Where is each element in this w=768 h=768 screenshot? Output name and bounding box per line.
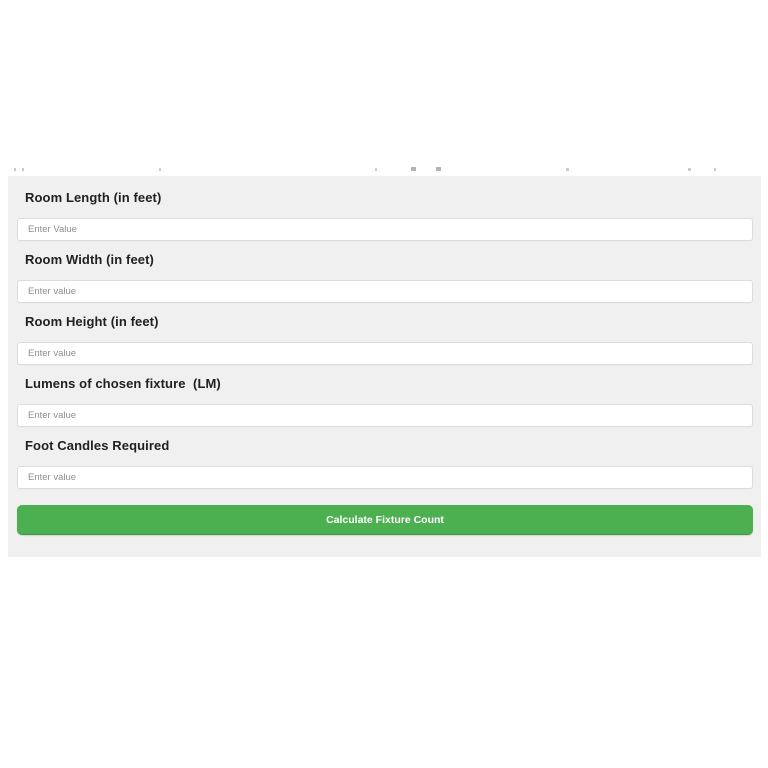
clipped-text-fragment [14,168,16,171]
clipped-text-fragment [375,168,377,171]
lumens-label: Lumens of chosen fixture (LM) [25,376,221,391]
room-width-input[interactable] [17,280,753,303]
clipped-text-fragment [411,167,416,171]
calculate-fixture-count-button[interactable]: Calculate Fixture Count [17,505,753,535]
lumens-input[interactable] [17,404,753,427]
fixture-calculator-form [8,176,761,557]
clipped-text-fragment [436,167,441,171]
clipped-text-fragment [714,168,716,171]
room-width-label: Room Width (in feet) [25,252,154,267]
room-length-label: Room Length (in feet) [25,190,162,205]
foot-candles-label: Foot Candles Required [25,438,170,453]
clipped-text-fragment [159,168,161,171]
clipped-text-fragment [688,168,691,171]
clipped-text-fragment [22,168,24,171]
clipped-text-fragment [566,168,569,171]
foot-candles-input[interactable] [17,466,753,489]
room-length-input[interactable] [17,218,753,241]
room-height-input[interactable] [17,342,753,365]
clipped-text-fragments [0,0,768,176]
room-height-label: Room Height (in feet) [25,314,159,329]
